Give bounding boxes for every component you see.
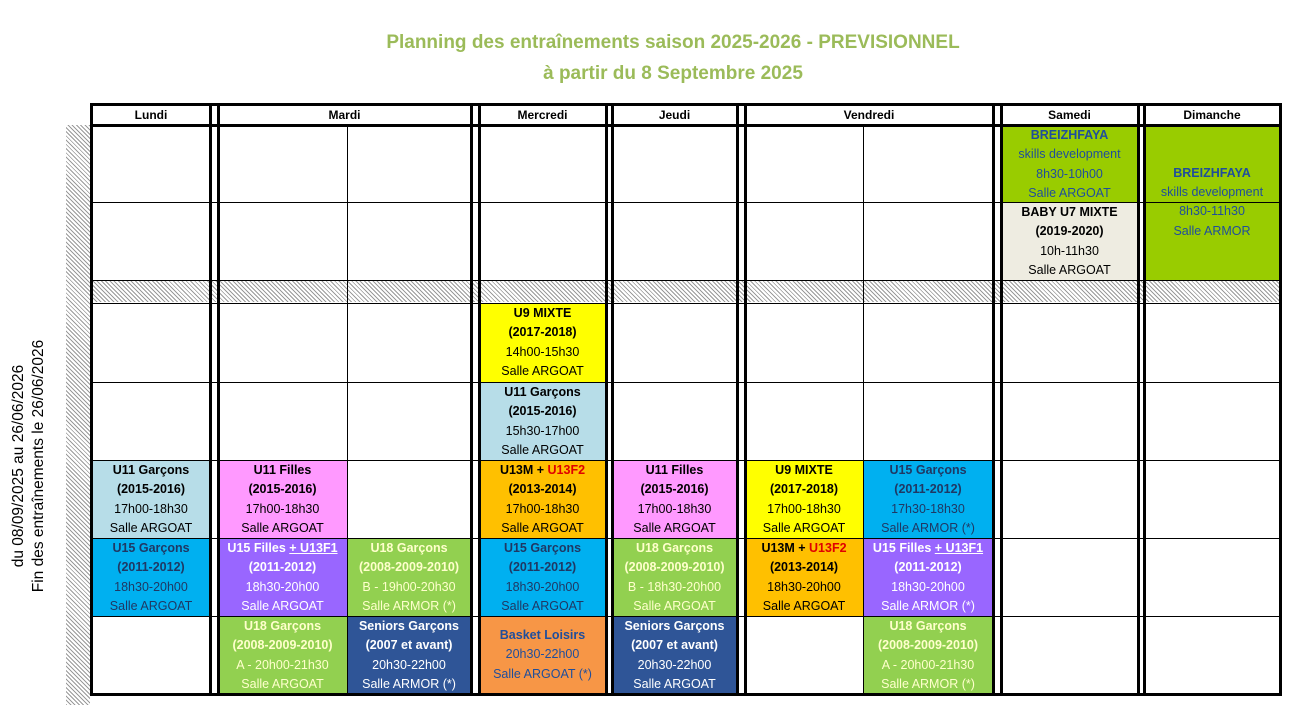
session-line: (2008-2009-2010) <box>624 560 725 575</box>
day-header-dimanche: Dimanche <box>1183 108 1241 122</box>
session-line: 20h30-22h00 <box>505 647 580 662</box>
session-fri-u18-garcons-a <box>863 616 993 694</box>
session-line: 17h00-18h30 <box>245 501 320 516</box>
session-line: Salle ARGOAT <box>1028 262 1111 277</box>
session-mon-u11-garcons <box>92 460 210 538</box>
day-header-vendredi: Vendredi <box>843 108 895 122</box>
grid-line <box>1143 104 1146 694</box>
session-line: Seniors Garçons <box>358 619 460 633</box>
grid-line <box>863 125 864 694</box>
grid-line <box>1137 104 1140 694</box>
session-tue-u18-garcons-a <box>218 616 347 694</box>
session-line: Salle ARGOAT <box>241 676 324 691</box>
session-line: (2013-2014) <box>508 482 577 497</box>
session-line: U11 Garçons <box>504 385 581 399</box>
grid-line <box>1000 104 1003 694</box>
session-line: BREIZHFAYA <box>1030 128 1109 142</box>
session-line: 20h30-22h00 <box>372 657 446 672</box>
session-line: skills development <box>1160 185 1264 200</box>
session-wed-u11-garcons <box>479 382 606 460</box>
session-line: B - 19h00-20h30 <box>362 579 456 594</box>
session-line: 18h30-20h00 <box>505 579 580 594</box>
session-line: (2015-2016) <box>116 482 186 497</box>
session-line: (2008-2009-2010) <box>358 560 460 575</box>
session-line: Salle ARGOAT <box>762 520 846 535</box>
session-line: (2007 et avant) <box>631 638 718 653</box>
session-thu-u11-filles <box>612 460 737 538</box>
grid-line <box>92 280 1280 281</box>
session-line: Salle ARMOR (*) <box>881 598 975 613</box>
session-tue-u11-filles <box>218 460 347 538</box>
session-line: (2019-2020) <box>1035 224 1104 239</box>
session-line: 15h30-17h00 <box>505 423 580 438</box>
session-wed-u9-mixte <box>479 303 606 382</box>
day-header-jeudi: Jeudi <box>658 108 691 122</box>
session-wed-basket-loisirs <box>479 616 606 694</box>
session-line: Salle ARGOAT <box>633 676 716 691</box>
session-line: A - 20h00-21h30 <box>236 657 329 672</box>
session-line: Salle ARMOR (*) <box>362 676 456 691</box>
grid-line <box>347 125 348 694</box>
session-line: U11 Garçons <box>112 463 190 477</box>
session-sun-breizhfaya <box>1144 125 1280 280</box>
session-line: Salle ARMOR (*) <box>362 598 456 613</box>
session-line: Salle ARGOAT <box>1028 185 1111 200</box>
session-thu-seniors-garcons <box>612 616 737 694</box>
session-line: 17h00-18h30 <box>505 501 580 516</box>
session-line: (2015-2016) <box>248 482 317 497</box>
session-mon-u15-garcons <box>92 538 210 616</box>
session-line: Salle ARGOAT <box>762 598 846 613</box>
session-line: U15 Filles + U13F1 <box>872 541 984 555</box>
session-line: (2011-2012) <box>508 560 577 575</box>
session-line: U13M + U13F2 <box>761 541 847 555</box>
session-line: (2008-2009-2010) <box>877 638 979 653</box>
grid-line <box>470 104 473 694</box>
grid-line <box>611 104 614 694</box>
session-line: U13M + U13F2 <box>499 463 586 477</box>
session-line: (2007 et avant) <box>365 638 453 653</box>
day-header-mercredi: Mercredi <box>517 108 568 122</box>
session-line: Salle ARGOAT <box>109 520 193 535</box>
session-fri-u9-mixte <box>745 460 863 538</box>
session-line: (2011-2012) <box>248 560 317 575</box>
session-line: Salle ARMOR (*) <box>881 520 975 535</box>
grid-line <box>90 103 1282 106</box>
session-line: U15 Garçons <box>889 463 967 477</box>
session-line: U11 Filles <box>645 463 704 477</box>
session-tue-u18-garcons-b <box>347 538 471 616</box>
grid-line <box>90 693 1282 696</box>
session-line: Salle ARGOAT (*) <box>493 666 592 681</box>
day-header-samedi: Samedi <box>1048 108 1091 122</box>
session-line: (2011-2012) <box>117 560 185 575</box>
day-header-lundi: Lundi <box>134 108 168 122</box>
grid-line <box>1279 104 1282 694</box>
session-line: 18h30-20h00 <box>114 579 188 594</box>
session-line: 17h00-18h30 <box>637 501 712 516</box>
session-line: 18h30-20h00 <box>245 579 320 594</box>
grid-line <box>736 104 739 694</box>
session-fri-u15-garcons <box>863 460 993 538</box>
grid-line <box>744 104 747 694</box>
grid-line <box>478 104 481 694</box>
session-line: Basket Loisirs <box>499 628 586 643</box>
session-line: 18h30-20h00 <box>891 579 965 594</box>
session-fri-u13m-u13f2 <box>745 538 863 616</box>
session-line: U18 Garçons <box>635 541 714 555</box>
session-line: Seniors Garçons <box>624 619 725 633</box>
session-line: Salle ARGOAT <box>109 598 193 613</box>
session-line: (2017-2018) <box>769 482 839 497</box>
session-line: U18 Garçons <box>370 541 448 555</box>
session-line: Salle ARMOR (*) <box>881 676 975 691</box>
grid-line <box>92 202 1280 203</box>
session-sat-baby-u7 <box>1001 202 1138 280</box>
session-line: 14h00-15h30 <box>505 344 580 359</box>
session-line: Salle ARGOAT <box>501 598 584 613</box>
session-thu-u18-garcons-b <box>612 538 737 616</box>
grid-line <box>90 104 93 694</box>
grid-line <box>992 104 995 694</box>
session-line: 8h30-11h30 <box>1179 204 1245 219</box>
session-tue-u15-filles <box>218 538 347 616</box>
session-line: BREIZHFAYA <box>1173 165 1251 180</box>
session-line: U15 Garçons <box>112 541 190 555</box>
session-line: 20h30-22h00 <box>637 657 712 672</box>
session-line: Salle ARGOAT <box>633 598 716 613</box>
session-line: Salle ARMOR <box>1173 223 1251 238</box>
session-line: B - 18h30-20h00 <box>627 579 722 594</box>
session-line: 18h30-20h00 <box>767 579 841 594</box>
session-sat-breizhfaya <box>1001 125 1138 202</box>
grid-line <box>209 104 212 694</box>
session-tue-seniors-garcons <box>347 616 471 694</box>
session-line: (2008-2009-2010) <box>232 638 333 653</box>
session-line: BABY U7 MIXTE <box>1021 205 1118 219</box>
session-line: (2015-2016) <box>640 482 709 497</box>
day-header-mardi: Mardi <box>328 108 361 122</box>
grid-line <box>605 104 608 694</box>
session-line: skills development <box>1018 147 1121 162</box>
session-wed-u13m-u13f2 <box>479 460 606 538</box>
session-line: Salle ARGOAT <box>501 442 584 457</box>
grid-line <box>92 616 1280 617</box>
session-line: (2011-2012) <box>894 560 962 575</box>
session-line: U11 Filles <box>253 463 312 477</box>
session-line: (2017-2018) <box>508 325 577 340</box>
session-line: 17h30-18h30 <box>891 501 965 516</box>
grid-line <box>92 460 1280 461</box>
page-title: Planning des entraînements saison 2025-2026 - PREVISIONNEL <box>386 32 960 53</box>
page-subtitle: à partir du 8 Septembre 2025 <box>543 63 803 84</box>
session-line: 8h30-10h00 <box>1036 166 1103 181</box>
grid-line <box>92 303 1280 304</box>
grid-line <box>217 104 220 694</box>
period-label-line2: Fin des entraînements le 26/06/2026 <box>30 339 47 593</box>
session-line: U18 Garçons <box>889 619 967 633</box>
session-line: Salle ARGOAT <box>501 520 584 535</box>
session-line: U9 MIXTE <box>513 306 572 320</box>
session-line: Salle ARGOAT <box>241 598 324 613</box>
session-line: (2011-2012) <box>894 482 962 497</box>
grid-line <box>92 538 1280 539</box>
session-line: U9 MIXTE <box>775 463 833 477</box>
session-line: U15 Garçons <box>503 541 582 555</box>
session-line: 10h-11h30 <box>1040 243 1099 258</box>
session-line: Salle ARGOAT <box>501 363 584 378</box>
period-label-line1: du 08/09/2025 au 26/06/2026 <box>10 364 27 568</box>
session-wed-u15-garcons <box>479 538 606 616</box>
session-line: 17h00-18h30 <box>114 501 188 516</box>
session-line: U15 Filles + U13F1 <box>227 541 338 555</box>
session-line: A - 20h00-21h30 <box>881 657 975 672</box>
session-line: (2013-2014) <box>769 560 839 575</box>
session-line: U18 Garçons <box>243 619 322 633</box>
session-line: Salle ARGOAT <box>633 520 716 535</box>
session-line: Salle ARGOAT <box>241 520 324 535</box>
session-line: 17h00-18h30 <box>767 501 841 516</box>
hatch-break <box>92 281 1280 302</box>
grid-line <box>92 382 1280 383</box>
hatch-left <box>66 125 90 705</box>
session-line: (2015-2016) <box>508 404 577 419</box>
session-fri-u15-filles <box>863 538 993 616</box>
grid-line <box>90 124 1282 127</box>
